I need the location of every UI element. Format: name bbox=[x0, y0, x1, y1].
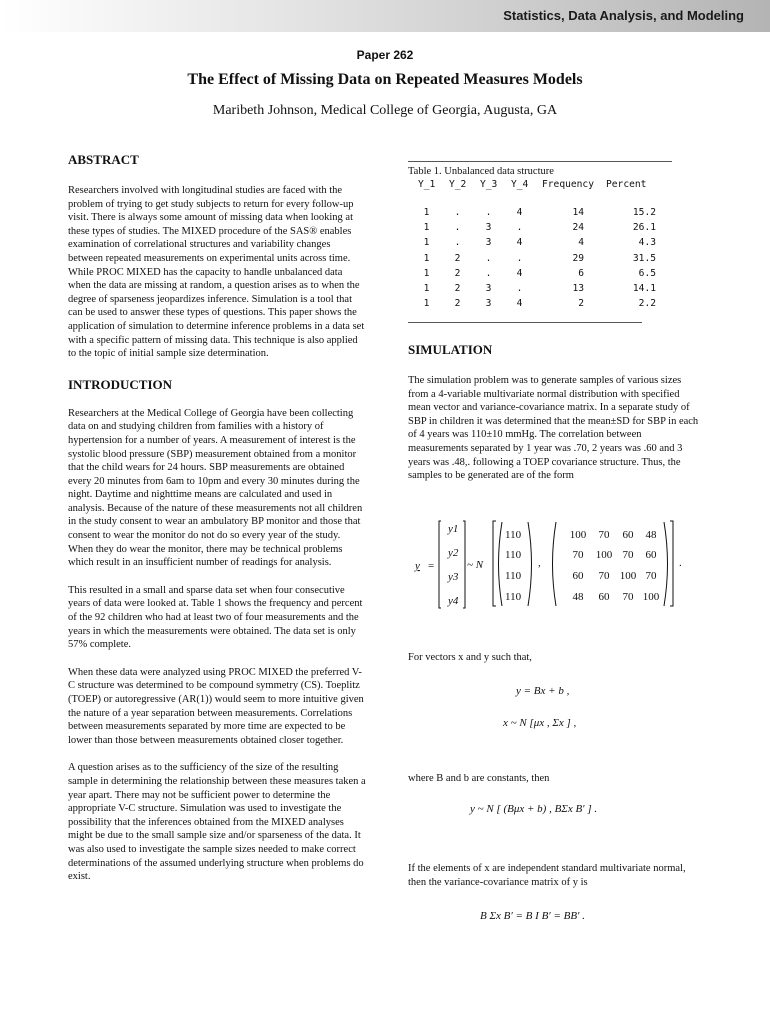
table-cell: . bbox=[454, 207, 461, 219]
table-cell: 4.3 bbox=[638, 237, 656, 249]
cov-entry: 48 bbox=[645, 529, 657, 541]
equation-4: B Σx B′ = B I B′ = BB′ . bbox=[480, 910, 585, 922]
table-cell: 3 bbox=[485, 283, 492, 295]
table-cell: 26.1 bbox=[632, 222, 656, 234]
independent-text: If the elements of x are independent standard multivariate normal, then the variance-covariance matrix of y is bbox=[408, 863, 686, 888]
table-cell: 2 bbox=[578, 298, 584, 310]
mean-entry: 110 bbox=[505, 549, 522, 561]
table-cell: 1 bbox=[423, 267, 430, 279]
cov-entry: 48 bbox=[572, 591, 584, 603]
mean-paren bbox=[528, 522, 532, 606]
vector-entry: y4 bbox=[448, 595, 459, 607]
table-cell: 15.2 bbox=[632, 207, 656, 219]
vector-entry: y3 bbox=[448, 571, 459, 583]
cov-entry: 70 bbox=[645, 570, 657, 582]
vectors-text: For vectors x and y such that, bbox=[408, 652, 532, 663]
svg-text:,: , bbox=[538, 557, 541, 569]
table-cell: 1 bbox=[423, 298, 430, 310]
table-column-header: Frequency bbox=[542, 179, 594, 190]
table-cell: 2.2 bbox=[638, 298, 656, 310]
mean-entry: 110 bbox=[505, 570, 522, 582]
table-cell: 3 bbox=[485, 237, 492, 249]
cov-entry: 100 bbox=[619, 570, 637, 582]
eq-lhs: y bbox=[415, 560, 420, 572]
table-cell: 2 bbox=[454, 298, 461, 310]
introduction-heading: INTRODUCTION bbox=[68, 376, 173, 392]
equation-2: x ~ N [μx , Σx ] , bbox=[503, 717, 577, 729]
simulation-heading: SIMULATION bbox=[408, 342, 493, 357]
table-1 bbox=[418, 178, 656, 311]
table-cell: 13 bbox=[572, 283, 584, 295]
cov-entry: 60 bbox=[645, 549, 657, 561]
table-cell: 14.1 bbox=[632, 283, 656, 295]
left-column bbox=[68, 150, 366, 884]
table-cell: 29 bbox=[572, 252, 584, 264]
cov-entry: 70 bbox=[622, 549, 634, 561]
table-cell: 3 bbox=[485, 222, 492, 234]
table-cell: 1 bbox=[423, 207, 430, 219]
table-header-row bbox=[418, 178, 656, 191]
cov-paren bbox=[553, 522, 557, 606]
vector-bracket bbox=[439, 521, 441, 608]
table-cell: 1 bbox=[423, 237, 430, 249]
cov-entry: 70 bbox=[598, 529, 610, 541]
table-cell: 4 bbox=[578, 237, 584, 249]
table-top-rule bbox=[408, 161, 672, 162]
eq-dist: ~ N bbox=[467, 559, 484, 571]
table-cell: 1 bbox=[423, 222, 430, 234]
table-cell: . bbox=[516, 222, 523, 234]
table-cell: 4 bbox=[516, 207, 523, 219]
table-cell: 1 bbox=[423, 283, 430, 295]
mean-entry: 110 bbox=[505, 529, 522, 541]
eq-equals: = bbox=[428, 560, 435, 572]
table-cell: 2 bbox=[454, 283, 461, 295]
vector-entry: y2 bbox=[448, 547, 459, 559]
paper-title: The Effect of Missing Data on Repeated Measures Models bbox=[187, 71, 583, 88]
cov-entry: 70 bbox=[572, 549, 584, 561]
table-cell: 31.5 bbox=[632, 252, 656, 264]
table-column-header: Percent bbox=[606, 179, 647, 190]
table-row bbox=[418, 296, 656, 311]
cov-entry: 100 bbox=[595, 549, 613, 561]
table-cell: 2 bbox=[454, 267, 461, 279]
equation-3: y ~ N [ (Bμx + b) , BΣx B′ ] . bbox=[470, 803, 598, 815]
table-column-header: Y_1 bbox=[418, 179, 436, 190]
table-row bbox=[418, 235, 656, 250]
table-cell: 14 bbox=[572, 207, 584, 219]
equation-1: y = Bx + b , bbox=[516, 685, 570, 697]
table-cell: 6 bbox=[578, 267, 584, 279]
table-cell: 4 bbox=[516, 267, 523, 279]
table-cell: 6.5 bbox=[638, 267, 656, 279]
table-row bbox=[418, 266, 656, 281]
header-title: Statistics, Data Analysis, and Modeling bbox=[503, 8, 744, 23]
intro-paragraph: When these data were analyzed using PROC MIXED the preferred V-C structure was determined to be compound symmetry (CS). Toeplitz (TOEP) or autoregressive (AR(1)) would seem to more intuitive given the nature of a year separation between measurements. Correlations between measurements separated by more time are expected to be lower than those between measurements obtained closer together. bbox=[68, 666, 364, 746]
table-row bbox=[418, 220, 656, 235]
table-cell: 3 bbox=[485, 298, 492, 310]
table-row bbox=[418, 205, 656, 220]
table-column-header: Y_4 bbox=[511, 179, 529, 190]
paper-number: Paper 262 bbox=[356, 48, 414, 62]
simulation-text: The simulation problem was to generate samples of various sizes from a 4-variable multivariate normal distribution with specified mean vector and variance-covariance matrix. In a separate study of SBP in children it was determined that the mean±SD for SBP in each of 4 years was 110±10 mmHg. The correlation between measurements separated by 1 year was .70, 2 years was .60 and 3 years was .48,. following a TOEP covariance structure. Thus, the samples to be generated are of the form bbox=[408, 375, 699, 482]
table-cell: 4 bbox=[516, 237, 523, 249]
paper-author: Maribeth Johnson, Medical College of Georgia, Augusta, GA bbox=[212, 103, 558, 118]
table-cell: 1 bbox=[423, 252, 430, 264]
table-cell: . bbox=[485, 207, 492, 219]
svg-text:.: . bbox=[679, 557, 682, 569]
intro-paragraph: Researchers at the Medical College of Georgia have been collecting data on and studying children from families with a history of hypertension for a number of years. A measurement of interest is the systolic blood pressure (SBP) measurement obtained from a monitor that the child wears for 24 hours. SBP measurements are obtained every 20 minutes from 6am to 10pm and every 30 minutes during the night. Daytime and nighttime means are calculated and used in analysis. Because of the nature of these measurements not all children in the study consent to wear an ambulatory BP monitor and those that consent to wear the monitor do not do so every year of the study. When they do wear the monitor, there may be technical problems which result in an insufficient number of readings for analysis. bbox=[68, 407, 363, 569]
table-row bbox=[418, 251, 656, 266]
intro-paragraph: A question arises as to the sufficiency of the size of the resulting sample in determining the relationship between these measures taken a year apart. There may not be sufficient power to determine the appropriate V-C structure. Simulation was used to investigate the possibility that the inferences obtained from the MIXED analyses might be due to the small sample size and/or sparseness of the data. It was also used to investigate the sample sizes needed to make correct determinations of the assumed underlying structure when problems do exist. bbox=[68, 762, 366, 883]
matrix-equation bbox=[408, 518, 708, 614]
cov-entry: 60 bbox=[622, 529, 634, 541]
table-cell: . bbox=[485, 267, 492, 279]
cov-entry: 70 bbox=[598, 570, 610, 582]
table-caption: Table 1. Unbalanced data structure bbox=[408, 166, 554, 177]
table-column-header: Y_2 bbox=[449, 179, 467, 190]
mean-paren bbox=[499, 522, 503, 606]
table-cell: . bbox=[454, 237, 461, 249]
table-column-header: Y_3 bbox=[480, 179, 498, 190]
mean-entry: 110 bbox=[505, 591, 522, 603]
table-cell: . bbox=[516, 283, 523, 295]
table-row bbox=[418, 281, 656, 296]
abstract-text: Researchers involved with longitudinal studies are faced with the problem of trying to get study subjects to return for every follow-up visit. There is always some amount of missing data when looking at these types of studies. The MIXED procedure of the SAS® enables examination of correlational structures and variability changes between repeated measurements on experimental units across time. While PROC MIXED has the capacity to handle unbalanced data when the data are missing at random, a question arises as to when the degree of sparseness jeopardizes inference. Simulation is a tool that can be used to answer these types of questions. This paper shows the application of simulation to determine inference problems in a data set with a specific pattern of missing data. This technique is also applied to the topic of initial sample size determination. bbox=[68, 185, 365, 360]
vector-entry: y1 bbox=[448, 523, 459, 535]
table-cell: . bbox=[454, 222, 461, 234]
intro-paragraph: This resulted in a small and sparse data set when four consecutive years of data were looked at. Table 1 shows the frequency and percent of the 92 children who had at least two of four measurements and the years in which the measurements were obtained. The data set is only 57% complete. bbox=[68, 584, 363, 651]
cov-entry: 60 bbox=[572, 570, 584, 582]
outer-bracket-left bbox=[493, 521, 496, 606]
table-cell: 24 bbox=[572, 222, 584, 234]
cov-entry: 60 bbox=[598, 591, 610, 603]
table-cell: . bbox=[516, 252, 523, 264]
cov-entry: 100 bbox=[642, 591, 660, 603]
vector-bracket bbox=[463, 521, 465, 608]
table-cell: 4 bbox=[516, 298, 523, 310]
cov-entry: 100 bbox=[569, 529, 587, 541]
table-cell: . bbox=[485, 252, 492, 264]
cov-entry: 70 bbox=[622, 591, 634, 603]
table-cell: 2 bbox=[454, 252, 461, 264]
cov-paren bbox=[664, 522, 668, 606]
outer-bracket-right bbox=[670, 521, 673, 606]
header-bar bbox=[0, 0, 770, 32]
table-bottom-rule bbox=[408, 322, 642, 323]
constants-text: where B and b are constants, then bbox=[408, 773, 550, 784]
abstract-heading: ABSTRACT bbox=[68, 152, 139, 167]
